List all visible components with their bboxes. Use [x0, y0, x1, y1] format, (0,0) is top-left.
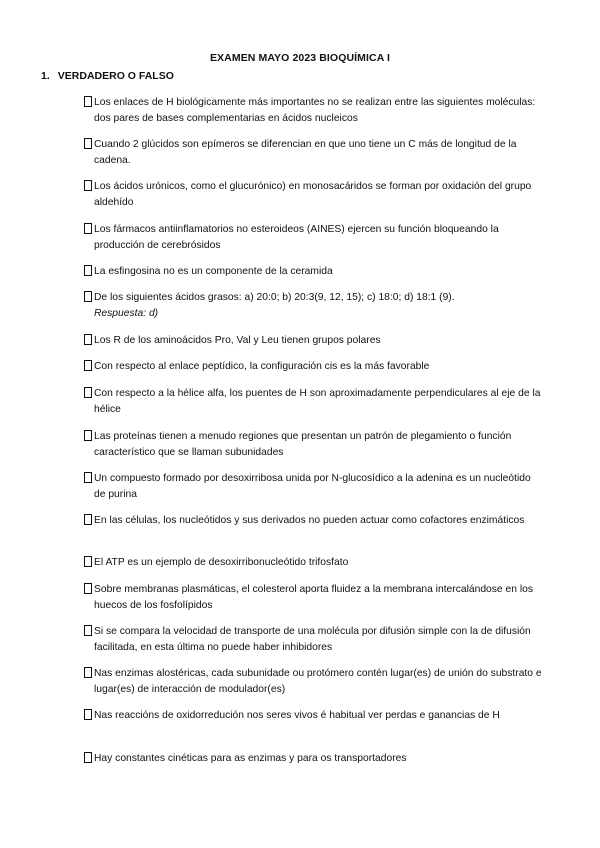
checkbox[interactable] — [84, 265, 92, 276]
question-text: Las proteínas tienen a menudo regiones que presentan un patrón de plegamiento o función característico que se llaman subunidades — [94, 431, 512, 458]
checkbox[interactable] — [84, 752, 92, 763]
checkbox[interactable] — [84, 709, 92, 720]
question-text: La esfingosina no es un componente de la ceramida — [94, 266, 333, 277]
question-item — [84, 264, 544, 280]
checkbox[interactable] — [84, 667, 92, 678]
checkbox[interactable] — [84, 360, 92, 371]
checkbox[interactable] — [84, 430, 92, 441]
question-text: En las células, los nucleótidos y sus derivados no pueden actuar como cofactores enzimáticos — [94, 515, 525, 526]
checkbox[interactable] — [84, 472, 92, 483]
question-text: Si se compara la velocidad de transporte de una molécula por difusión simple con la de difusión facilitada, en esta última no puede haber inhibidores — [94, 626, 531, 653]
question-item — [84, 708, 544, 724]
question-item — [84, 179, 544, 210]
question-text: Los ácidos urónicos, como el glucurónico) en monosacáridos se forman por oxidación del grupo aldehído — [94, 181, 532, 208]
question-text: Los enlaces de H biológicamente más importantes no se realizan entre las siguientes moléculas: dos pares de bases complementarias en ácidos nucleicos — [94, 97, 536, 124]
question-item — [84, 137, 544, 168]
answer-text: Respuesta: d) — [94, 307, 159, 319]
checkbox[interactable] — [84, 514, 92, 525]
question-item — [84, 333, 544, 349]
checkbox[interactable] — [84, 583, 92, 594]
question-item — [84, 666, 544, 697]
exam-title: EXAMEN MAYO 2023 BIOQUÍMICA I — [209, 52, 391, 64]
question-item — [84, 290, 544, 321]
checkbox[interactable] — [84, 334, 92, 345]
question-text: Un compuesto formado por desoxirribosa unida por N-glucosídico a la adenina es un nucleótido de purina — [94, 473, 531, 500]
checkbox[interactable] — [84, 387, 92, 398]
question-item — [84, 359, 544, 375]
question-text: Hay constantes cinéticas para as enzimas y para os transportadores — [94, 753, 407, 764]
question-text: Los fármacos antiinflamatorios no esteroideos (AINES) ejercen su función bloqueando la producción de cerebrósidos — [94, 224, 499, 251]
question-text: Los R de los aminoácidos Pro, Val y Leu tienen grupos polares — [94, 335, 381, 346]
question-text: Nas reaccións de oxidorredución nos seres vivos é habitual ver perdas e ganancias de H — [94, 710, 500, 721]
question-item — [84, 751, 544, 767]
question-text: Sobre membranas plasmáticas, el colesterol aporta fluidez a la membrana intercalándose en los huecos de los fosfolípidos — [94, 584, 533, 611]
section-number: 1. — [41, 70, 50, 82]
question-item — [84, 513, 544, 529]
question-item — [84, 222, 544, 253]
checkbox[interactable] — [84, 96, 92, 107]
question-text: Nas enzimas alostéricas, cada subunidade ou protómero contén lugar(es) de unión do substrato e lugar(es) de interacción de modulador(es) — [94, 668, 542, 695]
question-item — [84, 386, 544, 417]
question-item — [84, 95, 544, 126]
question-text: Con respecto a la hélice alfa, los puentes de H son aproximadamente perpendiculares al eje de la hélice — [94, 388, 541, 415]
checkbox[interactable] — [84, 223, 92, 234]
checkbox[interactable] — [84, 180, 92, 191]
question-text: De los siguientes ácidos grasos: a) 20:0; b) 20:3(9, 12, 15); c) 18:0; d) 18:1 (9). — [94, 292, 455, 303]
checkbox[interactable] — [84, 625, 92, 636]
question-item — [84, 471, 544, 502]
question-item — [84, 582, 544, 613]
section-heading — [41, 70, 174, 82]
checkbox[interactable] — [84, 138, 92, 149]
checkbox[interactable] — [84, 291, 92, 302]
section-title: VERDADERO O FALSO — [57, 70, 174, 82]
question-item — [84, 555, 544, 571]
checkbox[interactable] — [84, 556, 92, 567]
question-item — [84, 429, 544, 460]
question-item — [84, 624, 544, 655]
question-text: Con respecto al enlace peptídico, la configuración cis es la más favorable — [94, 361, 430, 372]
question-text: El ATP es un ejemplo de desoxirribonucleótido trifosfato — [94, 557, 349, 568]
question-text: Cuando 2 glúcidos son epímeros se diferencian en que uno tiene un C más de longitud de la cadena. — [94, 139, 517, 166]
